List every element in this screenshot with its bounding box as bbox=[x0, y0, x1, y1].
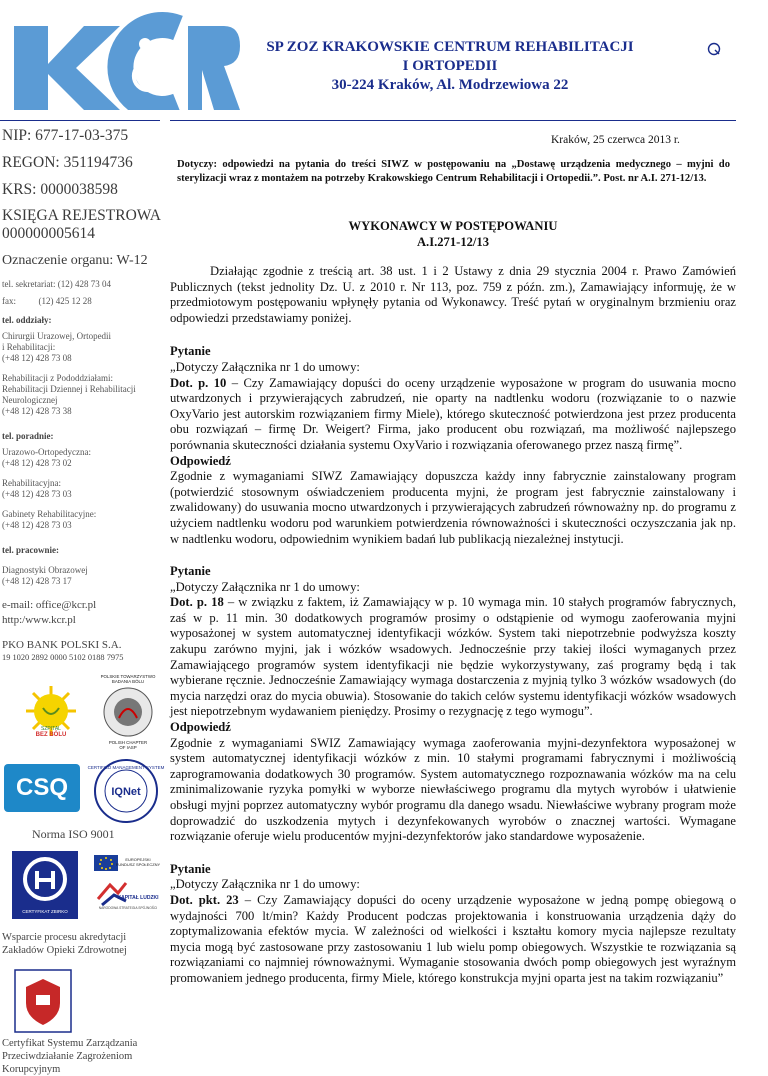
qa-block-2 bbox=[170, 564, 736, 845]
clinic-rehab: Rehabilitacyjna: (+48 12) 428 73 03 bbox=[2, 478, 72, 499]
departments-label: tel. oddziały: bbox=[2, 315, 52, 325]
svg-text:CERTYFIKAT ZBIRKO: CERTYFIKAT ZBIRKO bbox=[22, 909, 68, 914]
secretariat-phone: tel. sekretariat: (12) 428 73 04 bbox=[2, 279, 111, 289]
question-ref: „Dotyczy Załącznika nr 1 do umowy: bbox=[170, 579, 360, 594]
register-number: 000000005614 bbox=[2, 225, 95, 242]
answer-label: Odpowiedź bbox=[170, 453, 231, 468]
iso-cert-row bbox=[2, 758, 170, 828]
logo-letter-k bbox=[14, 26, 120, 110]
logo-letter-c bbox=[120, 25, 178, 109]
quality-mark-icon bbox=[707, 42, 721, 56]
question-ref: „Dotyczy Załącznika nr 1 do umowy: bbox=[170, 359, 360, 374]
fax-number: fax: (12) 425 12 28 bbox=[2, 296, 92, 306]
krs-number: KRS: 0000038598 bbox=[2, 181, 118, 198]
question-text: Dot. p. 18 – w związku z faktem, iż Zamawiający w p. 10 wymaga min. 10 stałych programów fabrycznych, zaś w p. 11 min. 30 dodatkowych programów prosimy o odstąpienie od wymogu zaoferowania myjni wyposażonej w system automatycznej identyfikacji wózków. System taki niepotrzebnie podwyższa koszty zakupu zarówno myjni, jak i wózków wsadowych. Jednocześnie przy takiej ilości wymaganych przez Zamawiającego programów system identyfikacji nie będzie wykorzystywany, zaś programy będą i tak wybierane ręcznie. Jednocześnie Zamawiający wymaga dostarczenia z myjnią tylko 3 wózków wsadowych (do mycia narzędzi oraz do mycia obuwia). Stosowanie do takich celów systemu identyfikacji wózków wsadowych jest niepotrzebnym wydawaniem pieniędzy. Prosimy o rezygnację z tego wymogu”. bbox=[170, 595, 736, 719]
answer-text: Zgodnie z wymaganiami SWIZ Zamawiający wymaga zaoferowania myjni-dezynfektora wyposażonej w system automatycznej identyfikacji wózków z min. 10 stałymi programami fabrycznymi i możliwością zaprogramowania dodatkowych 30 programów. System automatycznego rozpoznawania wózków ma na celu zminimalizowanie ryzyka pomyłki w wyborze niewłaściwego programu dla mytych wyrobów i ułatwienie obsługi myjni poprzez automatyczny wybór programu dla danego wsadu. Niewłaściwe wybrany program może doprowadzić do uszkodzenia mytych i dezynfekowanych wyrobów o znacznej wartości. Wymagane rozwiązanie oferuje wielu producentów myjni-dezynfektorów jako standardowe wyposażenie. bbox=[170, 735, 736, 844]
iqnet-logo bbox=[86, 758, 166, 824]
accreditation-row bbox=[2, 847, 170, 927]
letterhead bbox=[0, 0, 768, 120]
clinic-rooms: Gabinety Rehabilitacyjne: (+48 12) 428 73 03 bbox=[2, 509, 97, 530]
kcr-logo bbox=[2, 6, 240, 110]
labs-label: tel. pracownie: bbox=[2, 545, 59, 555]
bank-account: 19 1020 2892 0000 5102 0188 7975 bbox=[2, 653, 124, 662]
heading-addressee: WYKONAWCY W POSTĘPOWANIU bbox=[348, 219, 558, 233]
register-label: KSIĘGA REJESTROWA bbox=[2, 207, 161, 224]
header-divider-left bbox=[0, 120, 160, 121]
organ-designation: Oznaczenie organu: W-12 bbox=[2, 253, 148, 268]
lab-imaging: Diagnostyki Obrazowej (+48 12) 428 73 17 bbox=[2, 565, 88, 586]
anticorruption-caption: Certyfikat Systemu Zarządzania Przeciwdziałanie Zagrożeniom Korupcyjnym bbox=[2, 1038, 138, 1075]
svg-text:POLSKIE TOWARZYSTWO: POLSKIE TOWARZYSTWO bbox=[100, 674, 156, 679]
intro-paragraph: Działając zgodnie z treścią art. 38 ust. 1 i 2 Ustawy z dnia 29 stycznia 2004 r. Prawo Zamówień Publicznych (tekst jednolity Dz. U. z 2010 r. Nr 113, poz. 759 z późn. zm.), Zamawiający informuję, że w przedmiotowym postępowaniu wpłynęły pytania od Wykonawcy. Treść pytań w oryginalnym brzmieniu oraz odpowiedzi przedstawiamy poniżej. bbox=[170, 264, 736, 325]
org-name-line2: I ORTOPEDII bbox=[402, 58, 498, 74]
letter-body bbox=[170, 264, 736, 987]
qa-block-3 bbox=[170, 862, 736, 987]
dept-trauma: Chirurgii Urazowej, Ortopedii i Rehabilitacji: (+48 12) 428 73 08 bbox=[2, 331, 112, 363]
svg-text:CERTIFIED MANAGEMENT SYSTEM: CERTIFIED MANAGEMENT SYSTEM bbox=[87, 765, 165, 770]
svg-text:FUNDUSZ SPOŁECZNY: FUNDUSZ SPOŁECZNY bbox=[115, 862, 160, 867]
clinic-ortho: Urazowo-Ortopedyczna: (+48 12) 428 73 02 bbox=[2, 447, 91, 468]
svg-text:KAPITAŁ LUDZKI: KAPITAŁ LUDZKI bbox=[117, 895, 159, 901]
sidebar bbox=[2, 127, 170, 1076]
website-link[interactable]: http:/www.kcr.pl bbox=[2, 614, 76, 626]
dept-rehabilitation: Rehabilitacji z Pododdziałami: Rehabilitacji Dziennej i Rehabilitacji Neurologicznej (+48 12) 428 73 38 bbox=[2, 373, 136, 416]
letter-heading bbox=[170, 219, 736, 250]
svg-text:BADANIA BÓLU: BADANIA BÓLU bbox=[111, 679, 145, 684]
sun-smile-logo bbox=[24, 684, 78, 738]
question-text: Dot. pkt. 23 – Czy Zamawiający dopuści do oceny urządzenie wyposażone w jedną pompę obiegową o wydajności 700 lt/min? Każdy Producent podczas projektowania i konstruowania urządzenia dąży do zoptymalizowania efektów mycia. W zależności od wielkości i kształtu komory mycia najlepsze rezultaty mycia mogą być zastosowane przy zastosowaniu 1 lub wielu pomp obiegowych. Wszystkie te rozwiązania są rozwiązaniami co najmniej równoważnymi. Wymaganie stosowania dwóch pomp obiegowych jest wyraźnym promowaniem jednego producenta, firmy Miele, którego konstrukcja myjni oparta jest na takim rozwiązaniu” bbox=[170, 892, 736, 985]
answer-text: Zgodnie z wymaganiami SIWZ Zamawiający dopuszcza każdy inny fabrycznie zainstalowany program (potwierdzić stosownym oświadczeniem producenta myjni, że program jest fabrycznie zainstalowany i zwalidowany) do usuwania mocno utwardzonych i przywierających zabrudzeń równoważny np. do programu z użyciem nadtlenku wodoru pod warunkiem potwierdzenia równoważności i skuteczności oczyszczania jak np. w nadtlenku wodoru, odpowiednim wynikiem badań lub publikacją niezależnej instytucji. bbox=[170, 469, 736, 546]
anticorruption-cert-logo bbox=[14, 969, 72, 1033]
eu-fund-logos bbox=[90, 847, 160, 923]
badges-row-1 bbox=[2, 672, 170, 754]
csq-logo: CSQ bbox=[4, 764, 80, 812]
bank-name: PKO BANK POLSKI S.A. bbox=[2, 639, 122, 651]
svg-text:IQNet: IQNet bbox=[111, 786, 141, 798]
qa-block-1 bbox=[170, 344, 736, 547]
accreditation-cert-logo bbox=[10, 849, 80, 921]
nip-number: NIP: 677-17-03-375 bbox=[2, 127, 129, 144]
pain-society-logo bbox=[97, 672, 159, 752]
org-address: 30-224 Kraków, Al. Modrzewiowa 22 bbox=[331, 77, 569, 93]
letter-subject: Dotyczy: odpowiedzi na pytania do treści SIWZ w postępowaniu na „Dostawę urządzenia medycznego – myjni do sterylizacji wraz z montażem na potrzeby Krakowskiego Centrum Rehabilitacji i Ortopedii.”. Post. nr A.I. 271-12/13. bbox=[177, 159, 730, 184]
question-ref: „Dotyczy Załącznika nr 1 do umowy: bbox=[170, 877, 360, 892]
answer-label: Odpowiedź bbox=[170, 720, 231, 735]
question-label: Pytanie bbox=[170, 344, 211, 359]
heading-case-number: A.I.271-12/13 bbox=[416, 234, 490, 249]
organization-title bbox=[215, 38, 685, 95]
question-text: Dot. p. 10 – Czy Zamawiający dopuści do oceny urządzenie wyposażone w program do usuwania mocno utwardzonych i przywierających zabrudzeń, nie oparty na nadtlenku wodoru (rozwiązanie to o nazwie OxyVario jest autorskim rozwiązaniem firmy Miele), którego skuteczność potwierdzona jest przez producenta obu rozwiązań – firmę Dr. Weigert? Firma, jako producent obu rozwiązań, ma możliwość najlepszego porównania skuteczności działania systemu OxyVario i rozwiązania oferowanego przez naszą firmę”. bbox=[170, 375, 737, 452]
svg-text:NARODOWA STRATEGIA SPÓJNOŚCI: NARODOWA STRATEGIA SPÓJNOŚCI bbox=[98, 906, 158, 910]
clinics-label: tel. poradnie: bbox=[2, 431, 54, 441]
letter-date: Kraków, 25 czerwca 2013 r. bbox=[551, 134, 680, 146]
question-label: Pytanie bbox=[170, 861, 211, 876]
org-name-line1: SP ZOZ KRAKOWSKIE CENTRUM REHABILITACJI bbox=[266, 39, 634, 55]
header-divider-right bbox=[170, 120, 736, 121]
svg-text:OF IASP: OF IASP bbox=[119, 745, 137, 750]
regon-number: REGON: 351194736 bbox=[2, 154, 133, 171]
accreditation-caption: Wsparcie procesu akredytacji Zakładów Opieki Zdrowotnej bbox=[2, 932, 127, 956]
question-label: Pytanie bbox=[170, 564, 211, 579]
email-link[interactable]: e-mail: office@kcr.pl bbox=[2, 599, 97, 611]
svg-text:EUROPEJSKI: EUROPEJSKI bbox=[125, 857, 151, 862]
smile-text-1: SZPITAL bbox=[41, 726, 61, 732]
smile-text-2: BEZ BÓLU bbox=[35, 732, 67, 738]
iso-caption: Norma ISO 9001 bbox=[32, 827, 115, 841]
svg-text:POLISH CHAPTER: POLISH CHAPTER bbox=[108, 740, 148, 745]
